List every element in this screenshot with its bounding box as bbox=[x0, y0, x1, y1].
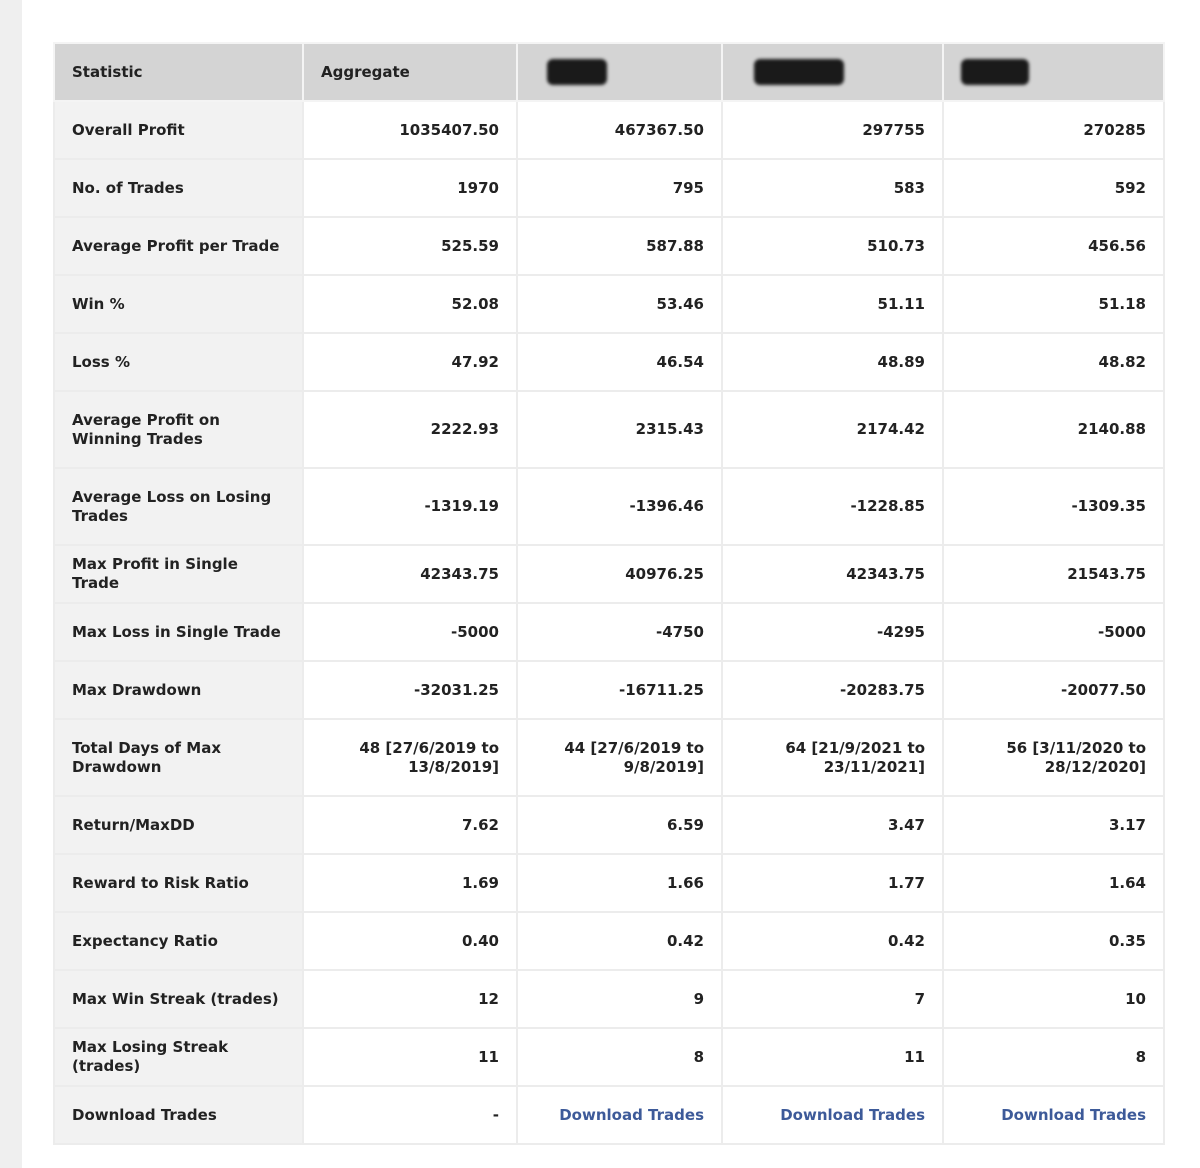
row-label: Overall Profit bbox=[54, 101, 303, 159]
table-row bbox=[54, 217, 1164, 275]
download-trades-link[interactable]: Download Trades bbox=[780, 1105, 925, 1124]
redaction-block bbox=[547, 59, 607, 85]
table-cell: 64 [21/9/2021 to 23/11/2021] bbox=[722, 719, 943, 796]
table-cell: -1319.19 bbox=[303, 468, 517, 545]
table-cell: 11 bbox=[303, 1028, 517, 1086]
table-cell: 583 bbox=[722, 159, 943, 217]
table-row bbox=[54, 333, 1164, 391]
table-body bbox=[54, 101, 1164, 1144]
table-cell: -1309.35 bbox=[943, 468, 1164, 545]
table-cell: 42343.75 bbox=[303, 545, 517, 603]
column-header-strategy-2-redacted bbox=[722, 43, 943, 101]
table-row bbox=[54, 970, 1164, 1028]
table-cell: 44 [27/6/2019 to 9/8/2019] bbox=[517, 719, 722, 796]
table-cell: 0.40 bbox=[303, 912, 517, 970]
table-cell: 587.88 bbox=[517, 217, 722, 275]
table-cell: -4295 bbox=[722, 603, 943, 661]
table-cell: 1.64 bbox=[943, 854, 1164, 912]
table-cell: 297755 bbox=[722, 101, 943, 159]
table-row bbox=[54, 661, 1164, 719]
table-row bbox=[54, 545, 1164, 603]
row-label: Win % bbox=[54, 275, 303, 333]
table-cell: 0.42 bbox=[722, 912, 943, 970]
table-cell: -32031.25 bbox=[303, 661, 517, 719]
table-cell: 12 bbox=[303, 970, 517, 1028]
row-label: Total Days of Max Drawdown bbox=[54, 719, 303, 796]
table-cell: 1970 bbox=[303, 159, 517, 217]
table-cell: 48.89 bbox=[722, 333, 943, 391]
statistics-table bbox=[53, 42, 1165, 1145]
table-cell: 2222.93 bbox=[303, 391, 517, 468]
table-row bbox=[54, 391, 1164, 468]
table-cell: -1396.46 bbox=[517, 468, 722, 545]
table-cell bbox=[517, 1086, 722, 1144]
table-cell: 0.42 bbox=[517, 912, 722, 970]
redaction-block bbox=[754, 59, 844, 85]
table-cell: 46.54 bbox=[517, 333, 722, 391]
table-row bbox=[54, 1028, 1164, 1086]
table-cell: 525.59 bbox=[303, 217, 517, 275]
table-cell: -4750 bbox=[517, 603, 722, 661]
table-cell: 51.11 bbox=[722, 275, 943, 333]
table-cell: 40976.25 bbox=[517, 545, 722, 603]
column-header-strategy-1-redacted bbox=[517, 43, 722, 101]
row-label: Max Profit in Single Trade bbox=[54, 545, 303, 603]
statistics-table-container bbox=[53, 42, 1163, 1145]
table-cell: 270285 bbox=[943, 101, 1164, 159]
row-label: Average Loss on Losing Trades bbox=[54, 468, 303, 545]
table-row bbox=[54, 159, 1164, 217]
table-cell: 8 bbox=[517, 1028, 722, 1086]
table-cell: 56 [3/11/2020 to 28/12/2020] bbox=[943, 719, 1164, 796]
row-label: Max Drawdown bbox=[54, 661, 303, 719]
table-cell: -1228.85 bbox=[722, 468, 943, 545]
table-cell: 7.62 bbox=[303, 796, 517, 854]
table-cell: -16711.25 bbox=[517, 661, 722, 719]
row-label: Average Profit per Trade bbox=[54, 217, 303, 275]
download-trades-link[interactable]: Download Trades bbox=[559, 1105, 704, 1124]
table-cell bbox=[722, 1086, 943, 1144]
row-label: Return/MaxDD bbox=[54, 796, 303, 854]
row-label: No. of Trades bbox=[54, 159, 303, 217]
column-header-aggregate: Aggregate bbox=[303, 43, 517, 101]
table-cell: 21543.75 bbox=[943, 545, 1164, 603]
table-cell: 48.82 bbox=[943, 333, 1164, 391]
table-row bbox=[54, 854, 1164, 912]
download-row bbox=[54, 1086, 1164, 1144]
table-row bbox=[54, 603, 1164, 661]
table-cell: 42343.75 bbox=[722, 545, 943, 603]
table-cell: 2174.42 bbox=[722, 391, 943, 468]
row-label: Max Loss in Single Trade bbox=[54, 603, 303, 661]
table-cell: 52.08 bbox=[303, 275, 517, 333]
table-row bbox=[54, 912, 1164, 970]
row-label: Max Losing Streak (trades) bbox=[54, 1028, 303, 1086]
table-cell: -5000 bbox=[303, 603, 517, 661]
table-row bbox=[54, 101, 1164, 159]
table-cell: 2315.43 bbox=[517, 391, 722, 468]
table-cell: 8 bbox=[943, 1028, 1164, 1086]
table-cell: 6.59 bbox=[517, 796, 722, 854]
table-cell: 456.56 bbox=[943, 217, 1164, 275]
column-header-strategy-3-redacted bbox=[943, 43, 1164, 101]
download-trades-link[interactable]: Download Trades bbox=[1001, 1105, 1146, 1124]
table-cell: 3.17 bbox=[943, 796, 1164, 854]
table-cell: 47.92 bbox=[303, 333, 517, 391]
table-cell: 510.73 bbox=[722, 217, 943, 275]
table-row bbox=[54, 719, 1164, 796]
table-cell: 795 bbox=[517, 159, 722, 217]
table-cell: 1035407.50 bbox=[303, 101, 517, 159]
table-cell: 1.69 bbox=[303, 854, 517, 912]
table-cell: 1.66 bbox=[517, 854, 722, 912]
table-row bbox=[54, 275, 1164, 333]
table-cell: 9 bbox=[517, 970, 722, 1028]
table-cell: 51.18 bbox=[943, 275, 1164, 333]
row-label: Average Profit on Winning Trades bbox=[54, 391, 303, 468]
table-row bbox=[54, 796, 1164, 854]
table-cell: -20077.50 bbox=[943, 661, 1164, 719]
row-label: Expectancy Ratio bbox=[54, 912, 303, 970]
row-label: Max Win Streak (trades) bbox=[54, 970, 303, 1028]
table-header-row bbox=[54, 43, 1164, 101]
table-cell: 3.47 bbox=[722, 796, 943, 854]
table-cell: -20283.75 bbox=[722, 661, 943, 719]
table-cell bbox=[943, 1086, 1164, 1144]
table-cell: 0.35 bbox=[943, 912, 1164, 970]
table-cell: 7 bbox=[722, 970, 943, 1028]
row-label: Download Trades bbox=[54, 1086, 303, 1144]
table-cell: 467367.50 bbox=[517, 101, 722, 159]
table-cell: -5000 bbox=[943, 603, 1164, 661]
table-cell: 10 bbox=[943, 970, 1164, 1028]
table-cell: - bbox=[303, 1086, 517, 1144]
row-label: Reward to Risk Ratio bbox=[54, 854, 303, 912]
table-cell: 592 bbox=[943, 159, 1164, 217]
table-cell: 2140.88 bbox=[943, 391, 1164, 468]
table-cell: 48 [27/6/2019 to 13/8/2019] bbox=[303, 719, 517, 796]
row-label: Loss % bbox=[54, 333, 303, 391]
column-header-statistic: Statistic bbox=[54, 43, 303, 101]
table-cell: 53.46 bbox=[517, 275, 722, 333]
page-left-margin bbox=[0, 0, 22, 1168]
table-row bbox=[54, 468, 1164, 545]
redaction-block bbox=[961, 59, 1029, 85]
table-cell: 1.77 bbox=[722, 854, 943, 912]
table-cell: 11 bbox=[722, 1028, 943, 1086]
